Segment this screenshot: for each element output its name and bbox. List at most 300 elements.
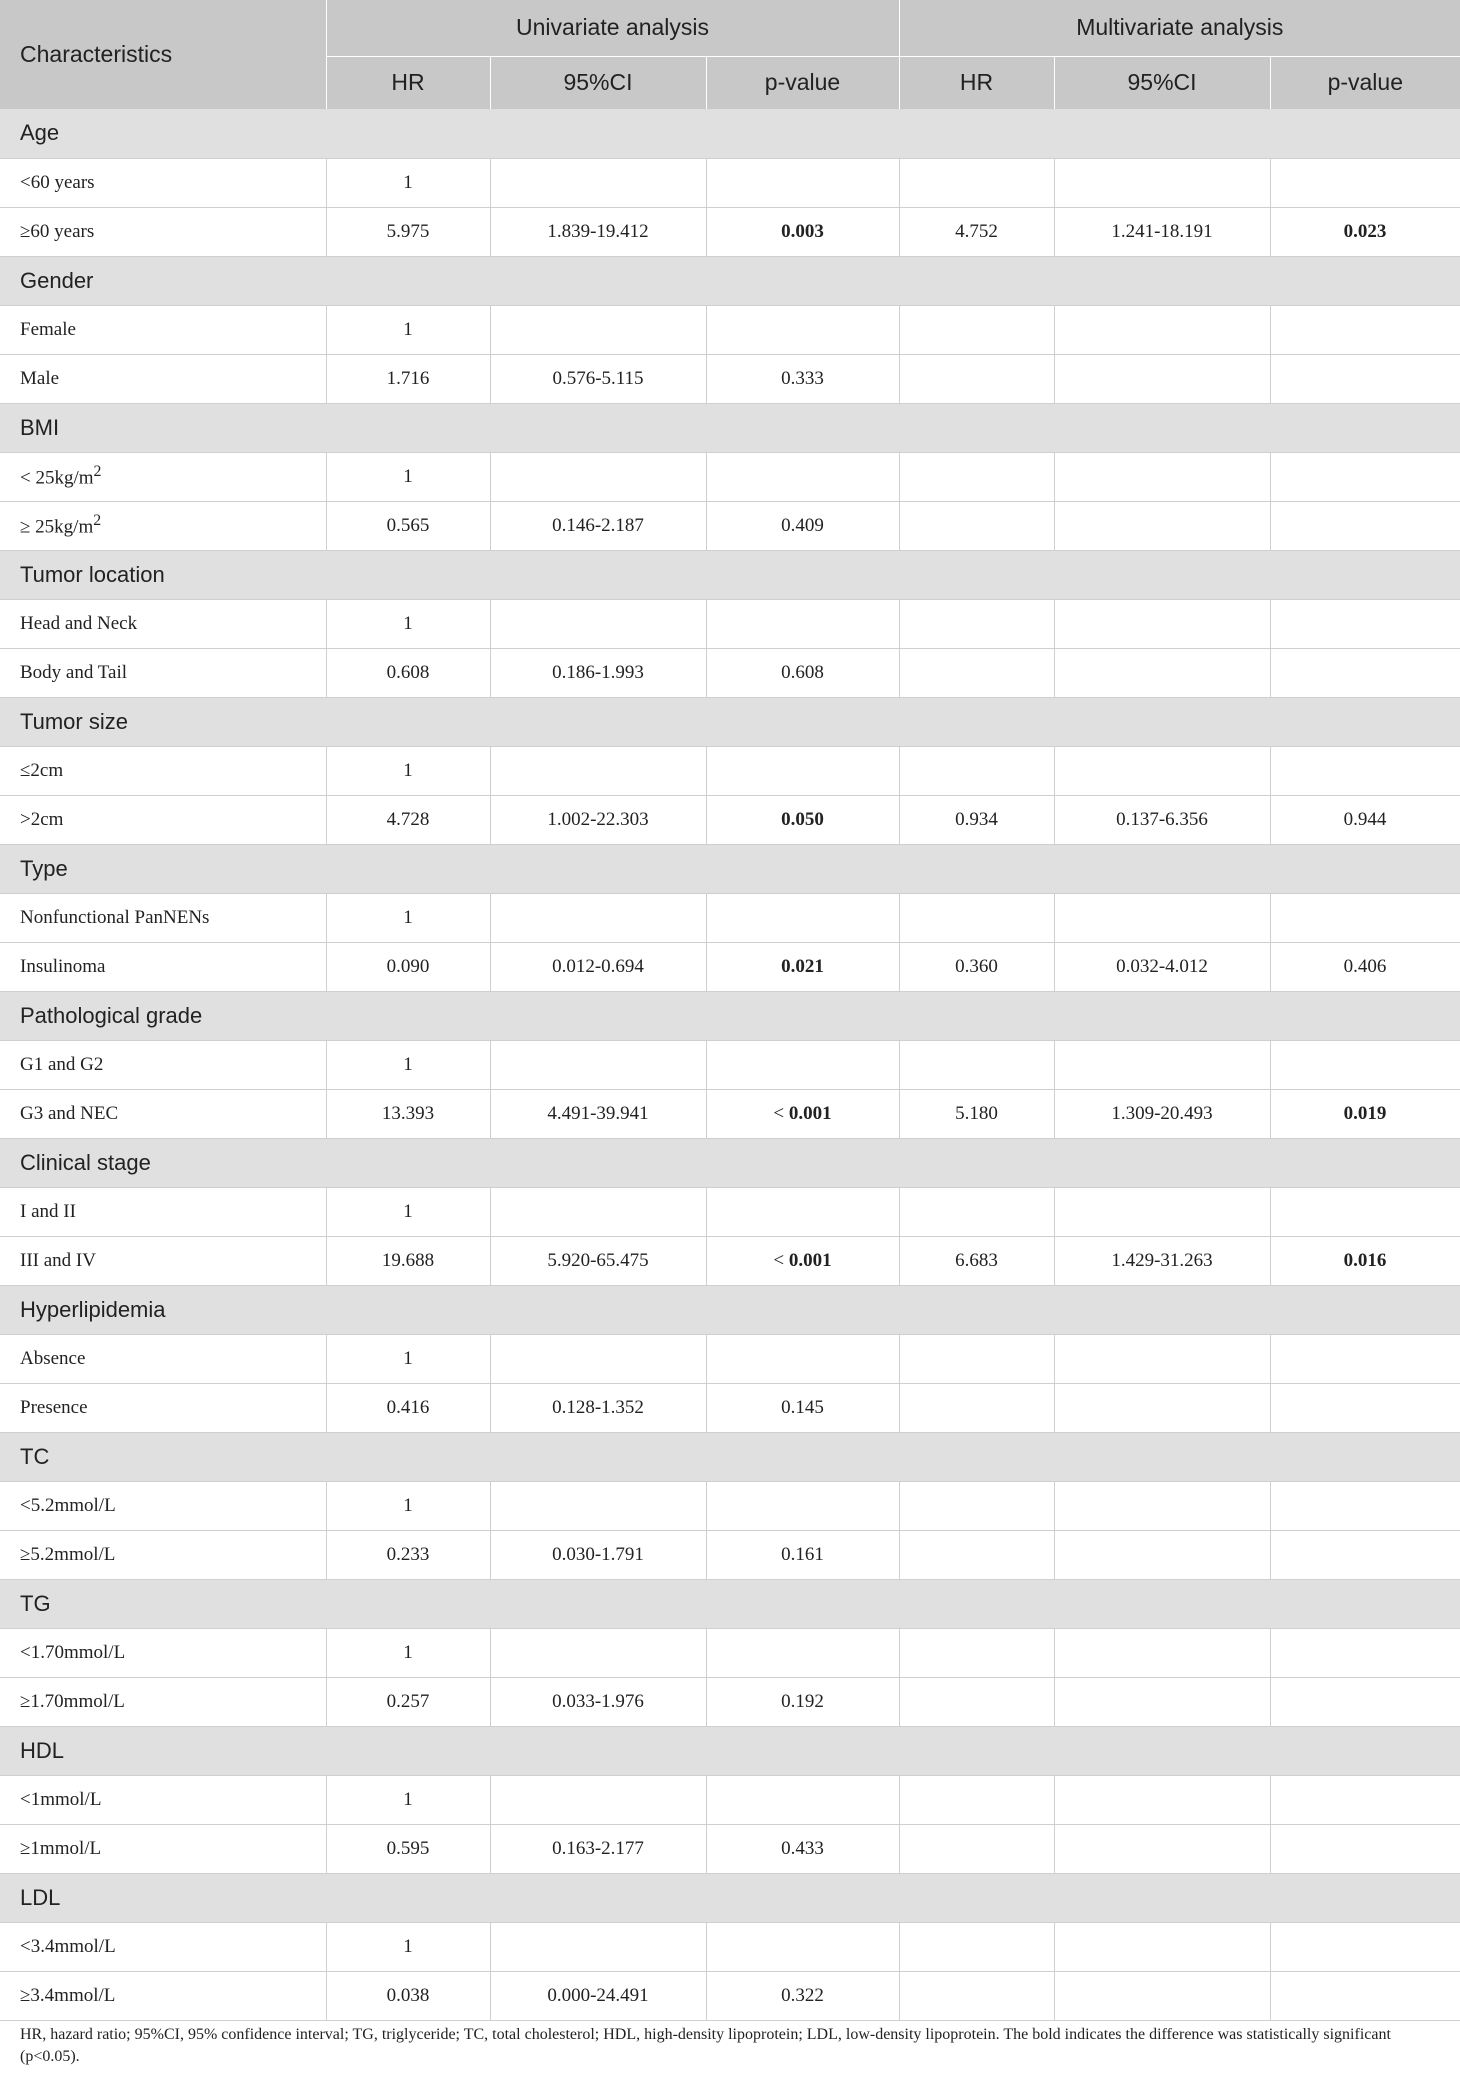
uni-ci-cell <box>490 1236 706 1285</box>
row-label-cell <box>0 501 326 550</box>
section-title: Hyperlipidemia <box>0 1285 1460 1334</box>
row-label: ≥1.70mmol/L <box>20 1690 125 1712</box>
uni-pvalue-cell <box>706 1775 899 1824</box>
multi-pvalue-cell <box>1270 1677 1460 1726</box>
uni-ci-cell <box>490 158 706 207</box>
uni-ci-cell <box>490 1089 706 1138</box>
uni-pvalue-cell <box>706 893 899 942</box>
multi-ci-cell <box>1054 893 1270 942</box>
uni-ci-value: 0.163-2.177 <box>552 1837 644 1859</box>
multi-ci-cell <box>1054 795 1270 844</box>
less-than-prefix: < <box>773 1102 789 1124</box>
uni-ci-value: 1.839-19.412 <box>547 220 649 242</box>
table-row <box>0 1187 1460 1236</box>
multi-hr-cell <box>899 1334 1054 1383</box>
uni-ci-cell <box>490 1775 706 1824</box>
uni-pvalue-value: 0.003 <box>781 220 824 242</box>
row-label-cell <box>0 1187 326 1236</box>
table-row <box>0 1530 1460 1579</box>
row-label-cell <box>0 1481 326 1530</box>
table-row <box>0 158 1460 207</box>
uni-pvalue-cell <box>706 746 899 795</box>
row-label-cell <box>0 795 326 844</box>
table-row <box>0 942 1460 991</box>
multi-pvalue-cell <box>1270 452 1460 501</box>
multi-pvalue-value: 0.023 <box>1343 220 1387 242</box>
uni-ci-cell <box>490 795 706 844</box>
uni-hr-cell <box>326 795 490 844</box>
table-row <box>0 1383 1460 1432</box>
multi-hr-cell <box>899 1824 1054 1873</box>
row-label: Body and Tail <box>20 661 128 683</box>
section-title: BMI <box>0 403 1460 452</box>
multi-hr-cell <box>899 354 1054 403</box>
uni-pvalue-cell <box>706 1334 899 1383</box>
section-row <box>0 991 1460 1040</box>
multi-pvalue-value: 0.944 <box>1343 808 1387 830</box>
multi-hr-cell <box>899 942 1054 991</box>
uni-hr-value: 1 <box>403 1494 413 1516</box>
uni-pvalue-cell <box>706 1677 899 1726</box>
uni-ci-value: 0.000-24.491 <box>547 1984 649 2006</box>
multi-hr-value: 4.752 <box>955 220 998 242</box>
row-label: G1 and G2 <box>20 1053 104 1075</box>
table-header <box>0 0 1460 109</box>
multi-ci-cell <box>1054 746 1270 795</box>
multi-pvalue-cell <box>1270 1383 1460 1432</box>
uni-pvalue-value: 0.409 <box>781 514 824 536</box>
table-footnote: HR, hazard ratio; 95%CI, 95% confidence interval; TG, triglyceride; TC, total cholesterol; HDL, high-density lipoprotein; LDL, low-density lipoprotein. The bold indicates the difference was statistically significant (p<0.05). <box>20 2026 1391 2065</box>
uni-hr-cell <box>326 1236 490 1285</box>
uni-hr-value: 0.257 <box>386 1690 430 1712</box>
uni-hr-cell <box>326 1383 490 1432</box>
table-row <box>0 1677 1460 1726</box>
multi-ci-value: 0.032-4.012 <box>1116 955 1208 977</box>
uni-hr-cell <box>326 501 490 550</box>
uni-hr-value: 1 <box>403 1200 413 1222</box>
multi-ci-cell <box>1054 1089 1270 1138</box>
multi-ci-value: 0.137-6.356 <box>1116 808 1208 830</box>
uni-ci-cell <box>490 1628 706 1677</box>
multi-hr-cell <box>899 1236 1054 1285</box>
multi-ci-cell <box>1054 1775 1270 1824</box>
uni-ci-cell <box>490 599 706 648</box>
multi-pvalue-cell <box>1270 1775 1460 1824</box>
uni-pvalue-value: 0.433 <box>781 1837 824 1859</box>
row-label-cell <box>0 207 326 256</box>
row-label: Nonfunctional PanNENs <box>20 906 210 928</box>
section-title: Age <box>0 109 1460 158</box>
uni-pvalue-cell <box>706 1971 899 2020</box>
uni-hr-value: 1 <box>403 1347 413 1369</box>
row-label: Male <box>20 367 60 389</box>
header-multi-ci: 95%CI <box>1054 56 1270 109</box>
uni-pvalue-cell <box>706 158 899 207</box>
multi-ci-value: 1.241-18.191 <box>1111 220 1213 242</box>
uni-pvalue-cell <box>706 942 899 991</box>
uni-hr-value: 1 <box>403 1053 413 1075</box>
row-label: <60 years <box>20 171 95 193</box>
table-row <box>0 1824 1460 1873</box>
section-title: TC <box>0 1432 1460 1481</box>
multi-hr-cell <box>899 1089 1054 1138</box>
header-characteristics: Characteristics <box>0 0 326 109</box>
uni-ci-cell <box>490 893 706 942</box>
uni-hr-cell <box>326 1824 490 1873</box>
uni-ci-value: 5.920-65.475 <box>547 1249 649 1271</box>
uni-hr-value: 13.393 <box>381 1102 435 1124</box>
uni-pvalue-cell <box>706 1089 899 1138</box>
uni-pvalue-cell <box>706 1628 899 1677</box>
table-row <box>0 1971 1460 2020</box>
uni-pvalue-cell <box>706 1187 899 1236</box>
row-label-cell <box>0 354 326 403</box>
uni-hr-value: 0.233 <box>386 1543 430 1565</box>
multi-hr-value: 0.360 <box>955 955 998 977</box>
uni-pvalue-cell <box>706 1530 899 1579</box>
uni-ci-cell <box>490 207 706 256</box>
uni-ci-value: 1.002-22.303 <box>547 808 649 830</box>
section-title: HDL <box>0 1726 1460 1775</box>
table-row <box>0 746 1460 795</box>
row-label: <5.2mmol/L <box>20 1494 116 1516</box>
multi-pvalue-cell <box>1270 1334 1460 1383</box>
uni-pvalue-value: 0.145 <box>781 1396 824 1418</box>
table-row <box>0 648 1460 697</box>
multi-pvalue-cell <box>1270 599 1460 648</box>
row-label-cell <box>0 893 326 942</box>
uni-ci-cell <box>490 305 706 354</box>
table-row <box>0 354 1460 403</box>
uni-hr-cell <box>326 305 490 354</box>
table-row <box>0 1628 1460 1677</box>
uni-pvalue-value: 0.050 <box>781 808 824 830</box>
row-label: I and II <box>20 1200 76 1222</box>
uni-pvalue-cell <box>706 1824 899 1873</box>
uni-ci-value: 0.128-1.352 <box>552 1396 644 1418</box>
uni-pvalue-value: 0.001 <box>788 1249 832 1271</box>
uni-hr-value: 5.975 <box>386 220 430 242</box>
section-row <box>0 1726 1460 1775</box>
section-row <box>0 403 1460 452</box>
multi-hr-cell <box>899 1187 1054 1236</box>
section-row <box>0 109 1460 158</box>
multi-hr-value: 0.934 <box>955 808 998 830</box>
row-label-superscript: 2 <box>93 463 102 481</box>
section-title: Clinical stage <box>0 1138 1460 1187</box>
table-row <box>0 1089 1460 1138</box>
header-multi-hr: HR <box>899 56 1054 109</box>
uni-pvalue-value: 0.322 <box>781 1984 824 2006</box>
multi-hr-cell <box>899 1922 1054 1971</box>
multi-ci-cell <box>1054 1922 1270 1971</box>
uni-hr-cell <box>326 207 490 256</box>
multi-ci-cell <box>1054 648 1270 697</box>
multi-hr-cell <box>899 599 1054 648</box>
uni-ci-value: 0.186-1.993 <box>552 661 644 683</box>
uni-ci-cell <box>490 1922 706 1971</box>
uni-hr-cell <box>326 1187 490 1236</box>
multi-hr-cell <box>899 501 1054 550</box>
multi-hr-cell <box>899 452 1054 501</box>
row-label: ≥ 25kg/m <box>20 516 94 538</box>
multi-ci-cell <box>1054 501 1270 550</box>
multi-hr-cell <box>899 1628 1054 1677</box>
uni-ci-value: 0.030-1.791 <box>552 1543 644 1565</box>
uni-hr-cell <box>326 893 490 942</box>
row-label-cell <box>0 648 326 697</box>
row-label-cell <box>0 1040 326 1089</box>
uni-hr-value: 1 <box>403 1935 413 1957</box>
row-label-cell <box>0 1089 326 1138</box>
multi-hr-cell <box>899 1481 1054 1530</box>
uni-hr-cell <box>326 1677 490 1726</box>
uni-pvalue-cell <box>706 1922 899 1971</box>
uni-ci-value: 4.491-39.941 <box>547 1102 649 1124</box>
multi-hr-value: 5.180 <box>955 1102 998 1124</box>
uni-pvalue-cell <box>706 1040 899 1089</box>
uni-hr-value: 1 <box>403 1788 413 1810</box>
row-label-cell <box>0 452 326 501</box>
uni-ci-cell <box>490 648 706 697</box>
uni-ci-value: 0.146-2.187 <box>552 514 644 536</box>
uni-hr-value: 1 <box>403 1641 413 1663</box>
row-label-cell <box>0 1628 326 1677</box>
row-label-cell <box>0 1775 326 1824</box>
multi-hr-cell <box>899 1775 1054 1824</box>
row-label-cell <box>0 1236 326 1285</box>
multi-ci-cell <box>1054 452 1270 501</box>
multi-pvalue-cell <box>1270 795 1460 844</box>
multi-pvalue-value: 0.016 <box>1343 1249 1387 1271</box>
multi-pvalue-cell <box>1270 1971 1460 2020</box>
table-row <box>0 452 1460 501</box>
uni-hr-cell <box>326 1334 490 1383</box>
uni-pvalue-cell <box>706 452 899 501</box>
section-title: Pathological grade <box>0 991 1460 1040</box>
uni-ci-value: 0.033-1.976 <box>552 1690 644 1712</box>
uni-hr-value: 4.728 <box>386 808 430 830</box>
table-row <box>0 207 1460 256</box>
row-label: ≥1mmol/L <box>20 1837 102 1859</box>
row-label: >2cm <box>20 808 64 830</box>
row-label: ≤2cm <box>20 759 64 781</box>
table-row <box>0 1334 1460 1383</box>
uni-hr-cell <box>326 942 490 991</box>
uni-pvalue-value: 0.333 <box>781 367 824 389</box>
multi-pvalue-value: 0.406 <box>1343 955 1387 977</box>
uni-ci-cell <box>490 452 706 501</box>
uni-hr-cell <box>326 1971 490 2020</box>
multi-pvalue-cell <box>1270 1530 1460 1579</box>
section-title: LDL <box>0 1873 1460 1922</box>
multi-ci-cell <box>1054 1628 1270 1677</box>
table-row <box>0 1236 1460 1285</box>
multi-ci-cell <box>1054 354 1270 403</box>
uni-hr-cell <box>326 648 490 697</box>
section-row <box>0 1432 1460 1481</box>
table-row <box>0 1775 1460 1824</box>
row-label: Presence <box>20 1396 88 1418</box>
uni-ci-cell <box>490 1383 706 1432</box>
multi-pvalue-cell <box>1270 207 1460 256</box>
row-label: Female <box>20 318 76 340</box>
multi-pvalue-cell <box>1270 1922 1460 1971</box>
multi-pvalue-cell <box>1270 942 1460 991</box>
multi-pvalue-cell <box>1270 1089 1460 1138</box>
uni-hr-value: 0.038 <box>386 1984 430 2006</box>
table-row <box>0 501 1460 550</box>
multi-pvalue-cell <box>1270 1824 1460 1873</box>
multi-hr-cell <box>899 1971 1054 2020</box>
multi-pvalue-cell <box>1270 354 1460 403</box>
row-label: <3.4mmol/L <box>20 1935 116 1957</box>
uni-pvalue-value: 0.021 <box>781 955 824 977</box>
table-row <box>0 1922 1460 1971</box>
uni-hr-cell <box>326 158 490 207</box>
uni-ci-value: 0.012-0.694 <box>552 955 644 977</box>
uni-hr-cell <box>326 599 490 648</box>
uni-hr-value: 0.565 <box>386 514 430 536</box>
multi-ci-cell <box>1054 1530 1270 1579</box>
row-label: <1mmol/L <box>20 1788 102 1810</box>
uni-hr-value: 1 <box>403 465 413 487</box>
uni-hr-cell <box>326 354 490 403</box>
uni-hr-value: 1 <box>403 171 413 193</box>
header-row-groups <box>0 0 1460 56</box>
row-label: ≥3.4mmol/L <box>20 1984 116 2006</box>
multi-ci-cell <box>1054 599 1270 648</box>
uni-ci-cell <box>490 501 706 550</box>
uni-hr-value: 19.688 <box>381 1249 435 1271</box>
row-label: ≥60 years <box>20 220 95 242</box>
row-label: III and IV <box>20 1249 96 1271</box>
row-label-cell <box>0 599 326 648</box>
row-label: Absence <box>20 1347 86 1369</box>
uni-ci-cell <box>490 1824 706 1873</box>
uni-hr-value: 1 <box>403 318 413 340</box>
less-than-prefix: < <box>773 1249 789 1271</box>
section-row <box>0 1579 1460 1628</box>
uni-pvalue-cell <box>706 501 899 550</box>
row-label-cell <box>0 942 326 991</box>
uni-hr-cell <box>326 1481 490 1530</box>
multi-ci-cell <box>1054 158 1270 207</box>
multi-pvalue-cell <box>1270 1187 1460 1236</box>
multi-hr-cell <box>899 746 1054 795</box>
section-title: Tumor size <box>0 697 1460 746</box>
multi-ci-value: 1.429-31.263 <box>1111 1249 1213 1271</box>
uni-hr-value: 1 <box>403 906 413 928</box>
section-title: Tumor location <box>0 550 1460 599</box>
multi-ci-cell <box>1054 1236 1270 1285</box>
multi-ci-cell <box>1054 1334 1270 1383</box>
uni-hr-value: 0.608 <box>386 661 430 683</box>
row-label-superscript: 2 <box>93 512 102 530</box>
multi-ci-cell <box>1054 1383 1270 1432</box>
uni-ci-cell <box>490 942 706 991</box>
multi-pvalue-cell <box>1270 893 1460 942</box>
multi-ci-cell <box>1054 207 1270 256</box>
multi-pvalue-cell <box>1270 1628 1460 1677</box>
multi-ci-cell <box>1054 1677 1270 1726</box>
multi-pvalue-cell <box>1270 746 1460 795</box>
uni-hr-cell <box>326 1628 490 1677</box>
multi-hr-cell <box>899 893 1054 942</box>
row-label-cell <box>0 305 326 354</box>
multi-hr-cell <box>899 648 1054 697</box>
multi-hr-cell <box>899 305 1054 354</box>
uni-pvalue-cell <box>706 648 899 697</box>
multi-hr-cell <box>899 1383 1054 1432</box>
multi-pvalue-cell <box>1270 648 1460 697</box>
header-uni-pvalue: p-value <box>706 56 899 109</box>
row-label-cell <box>0 1677 326 1726</box>
uni-pvalue-cell <box>706 599 899 648</box>
multi-hr-cell <box>899 1040 1054 1089</box>
table-row <box>0 893 1460 942</box>
uni-pvalue-value: 0.192 <box>781 1690 824 1712</box>
row-label: G3 and NEC <box>20 1102 119 1124</box>
uni-pvalue-cell <box>706 354 899 403</box>
header-univariate: Univariate analysis <box>326 0 899 56</box>
section-title: Gender <box>0 256 1460 305</box>
row-label-cell <box>0 1383 326 1432</box>
uni-ci-value: 0.576-5.115 <box>552 367 644 389</box>
uni-hr-cell <box>326 1089 490 1138</box>
multi-hr-cell <box>899 1677 1054 1726</box>
uni-hr-cell <box>326 746 490 795</box>
uni-hr-value: 1 <box>403 612 413 634</box>
row-label: Head and Neck <box>20 612 138 634</box>
uni-ci-cell <box>490 1971 706 2020</box>
multi-ci-value: 1.309-20.493 <box>1111 1102 1213 1124</box>
multi-ci-cell <box>1054 1971 1270 2020</box>
section-title: TG <box>0 1579 1460 1628</box>
header-uni-ci: 95%CI <box>490 56 706 109</box>
multi-ci-cell <box>1054 305 1270 354</box>
section-row <box>0 256 1460 305</box>
uni-ci-cell <box>490 1481 706 1530</box>
uni-ci-cell <box>490 1334 706 1383</box>
multi-hr-value: 6.683 <box>955 1249 998 1271</box>
table-row <box>0 1040 1460 1089</box>
multi-pvalue-cell <box>1270 1481 1460 1530</box>
uni-hr-cell <box>326 1775 490 1824</box>
multi-ci-cell <box>1054 942 1270 991</box>
uni-ci-cell <box>490 354 706 403</box>
uni-pvalue-cell <box>706 1481 899 1530</box>
row-label: ≥5.2mmol/L <box>20 1543 116 1565</box>
row-label: < 25kg/m <box>20 467 94 489</box>
table-row <box>0 599 1460 648</box>
uni-ci-cell <box>490 1187 706 1236</box>
uni-pvalue-cell <box>706 1383 899 1432</box>
uni-pvalue-value: 0.001 <box>788 1102 832 1124</box>
multi-ci-cell <box>1054 1187 1270 1236</box>
uni-hr-cell <box>326 1530 490 1579</box>
row-label: <1.70mmol/L <box>20 1641 126 1663</box>
table-body <box>0 109 1460 2020</box>
uni-hr-value: 1 <box>403 759 413 781</box>
multi-ci-cell <box>1054 1824 1270 1873</box>
multi-pvalue-cell <box>1270 501 1460 550</box>
row-label-cell <box>0 1922 326 1971</box>
uni-hr-cell <box>326 1922 490 1971</box>
uni-hr-value: 1.716 <box>386 367 430 389</box>
uni-pvalue-value: 0.161 <box>781 1543 824 1565</box>
multi-pvalue-value: 0.019 <box>1343 1102 1387 1124</box>
